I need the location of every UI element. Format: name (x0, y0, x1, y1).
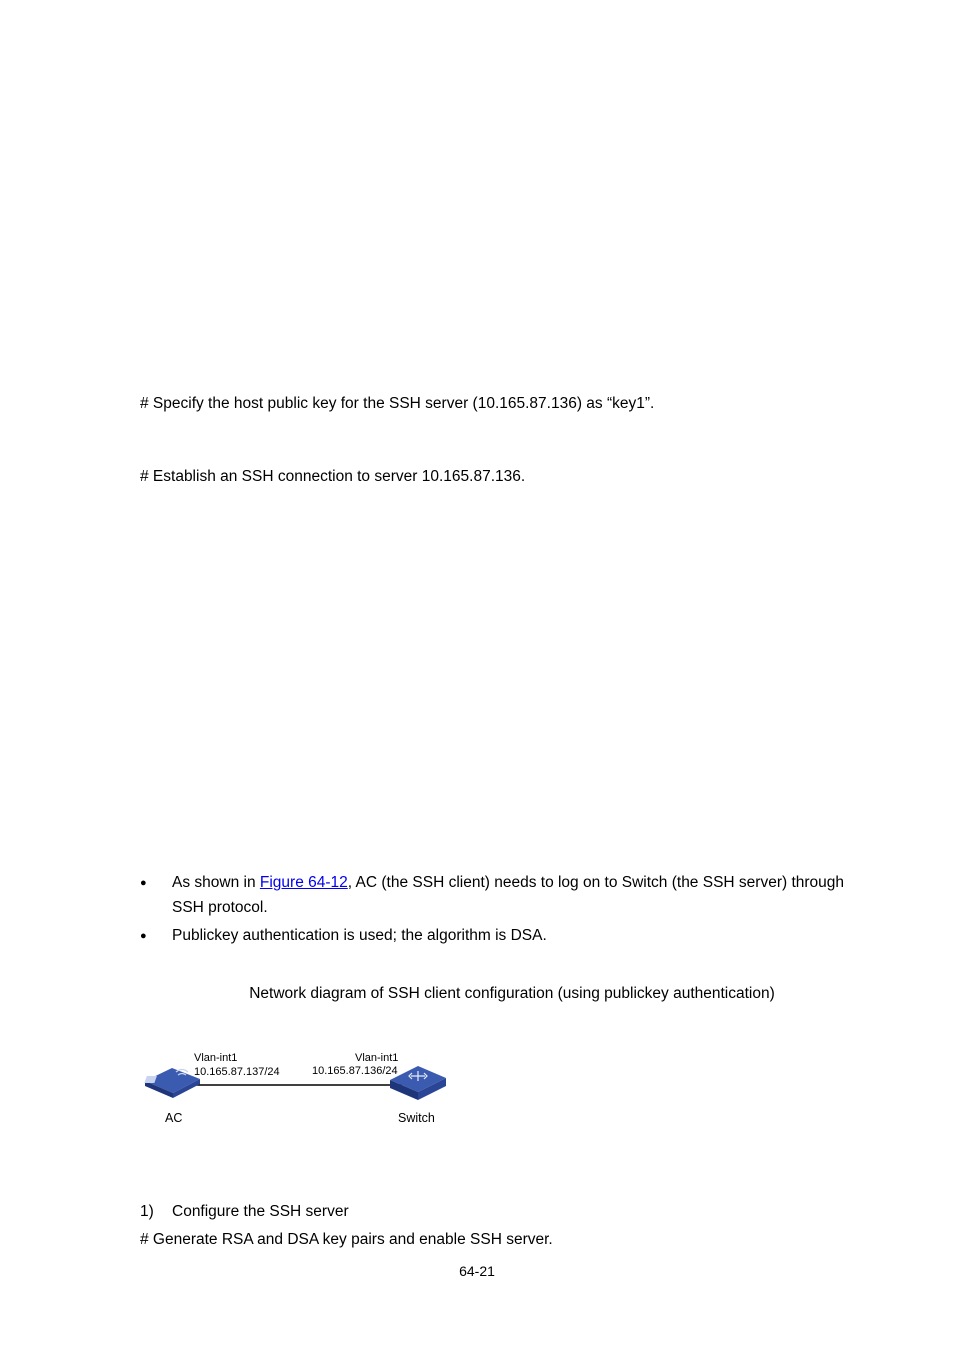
ac-ip-label: 10.165.87.137/24 (194, 1066, 280, 1078)
switch-device-label: Switch (398, 1111, 435, 1125)
establish-connection-paragraph: # Establish an SSH connection to server 10.165.87.136. (140, 468, 526, 485)
ac-device-icon (144, 1068, 200, 1098)
bullet-dot-icon: ● (140, 930, 147, 942)
switch-ip-label: 10.165.87.136/24 (312, 1065, 398, 1077)
network-diagram-svg (140, 1040, 470, 1140)
ac-device-label: AC (165, 1111, 183, 1125)
generate-keys-paragraph: # Generate RSA and DSA key pairs and enable SSH server. (140, 1231, 553, 1248)
bullet-dot-icon: ● (140, 877, 147, 889)
figure-caption: Network diagram of SSH client configuration (using publickey authentication) (249, 985, 775, 1002)
bullet-1-prefix: As shown in (172, 874, 260, 891)
figure-64-12-link[interactable]: Figure 64-12 (259, 874, 348, 891)
bullet-1-suffix: , AC (the SSH client) needs to log on to Switch (the SSH server) through (347, 874, 845, 891)
bullet-item-1 (172, 873, 844, 893)
page-number: 64-21 (459, 1263, 495, 1279)
switch-interface-label: Vlan-int1 (355, 1052, 399, 1064)
network-diagram (140, 1040, 470, 1140)
bullet-item-2: Publickey authentication is used; the algorithm is DSA. (172, 927, 547, 944)
step-1-text: Configure the SSH server (172, 1203, 349, 1220)
step-1-number: 1) (140, 1203, 154, 1220)
ac-interface-label: Vlan-int1 (194, 1052, 238, 1064)
bullet-item-1-line-2: SSH protocol. (172, 899, 268, 916)
switch-device-icon (390, 1066, 446, 1100)
specify-key-paragraph: # Specify the host public key for the SSH server (10.165.87.136) as “key1”. (140, 395, 655, 412)
